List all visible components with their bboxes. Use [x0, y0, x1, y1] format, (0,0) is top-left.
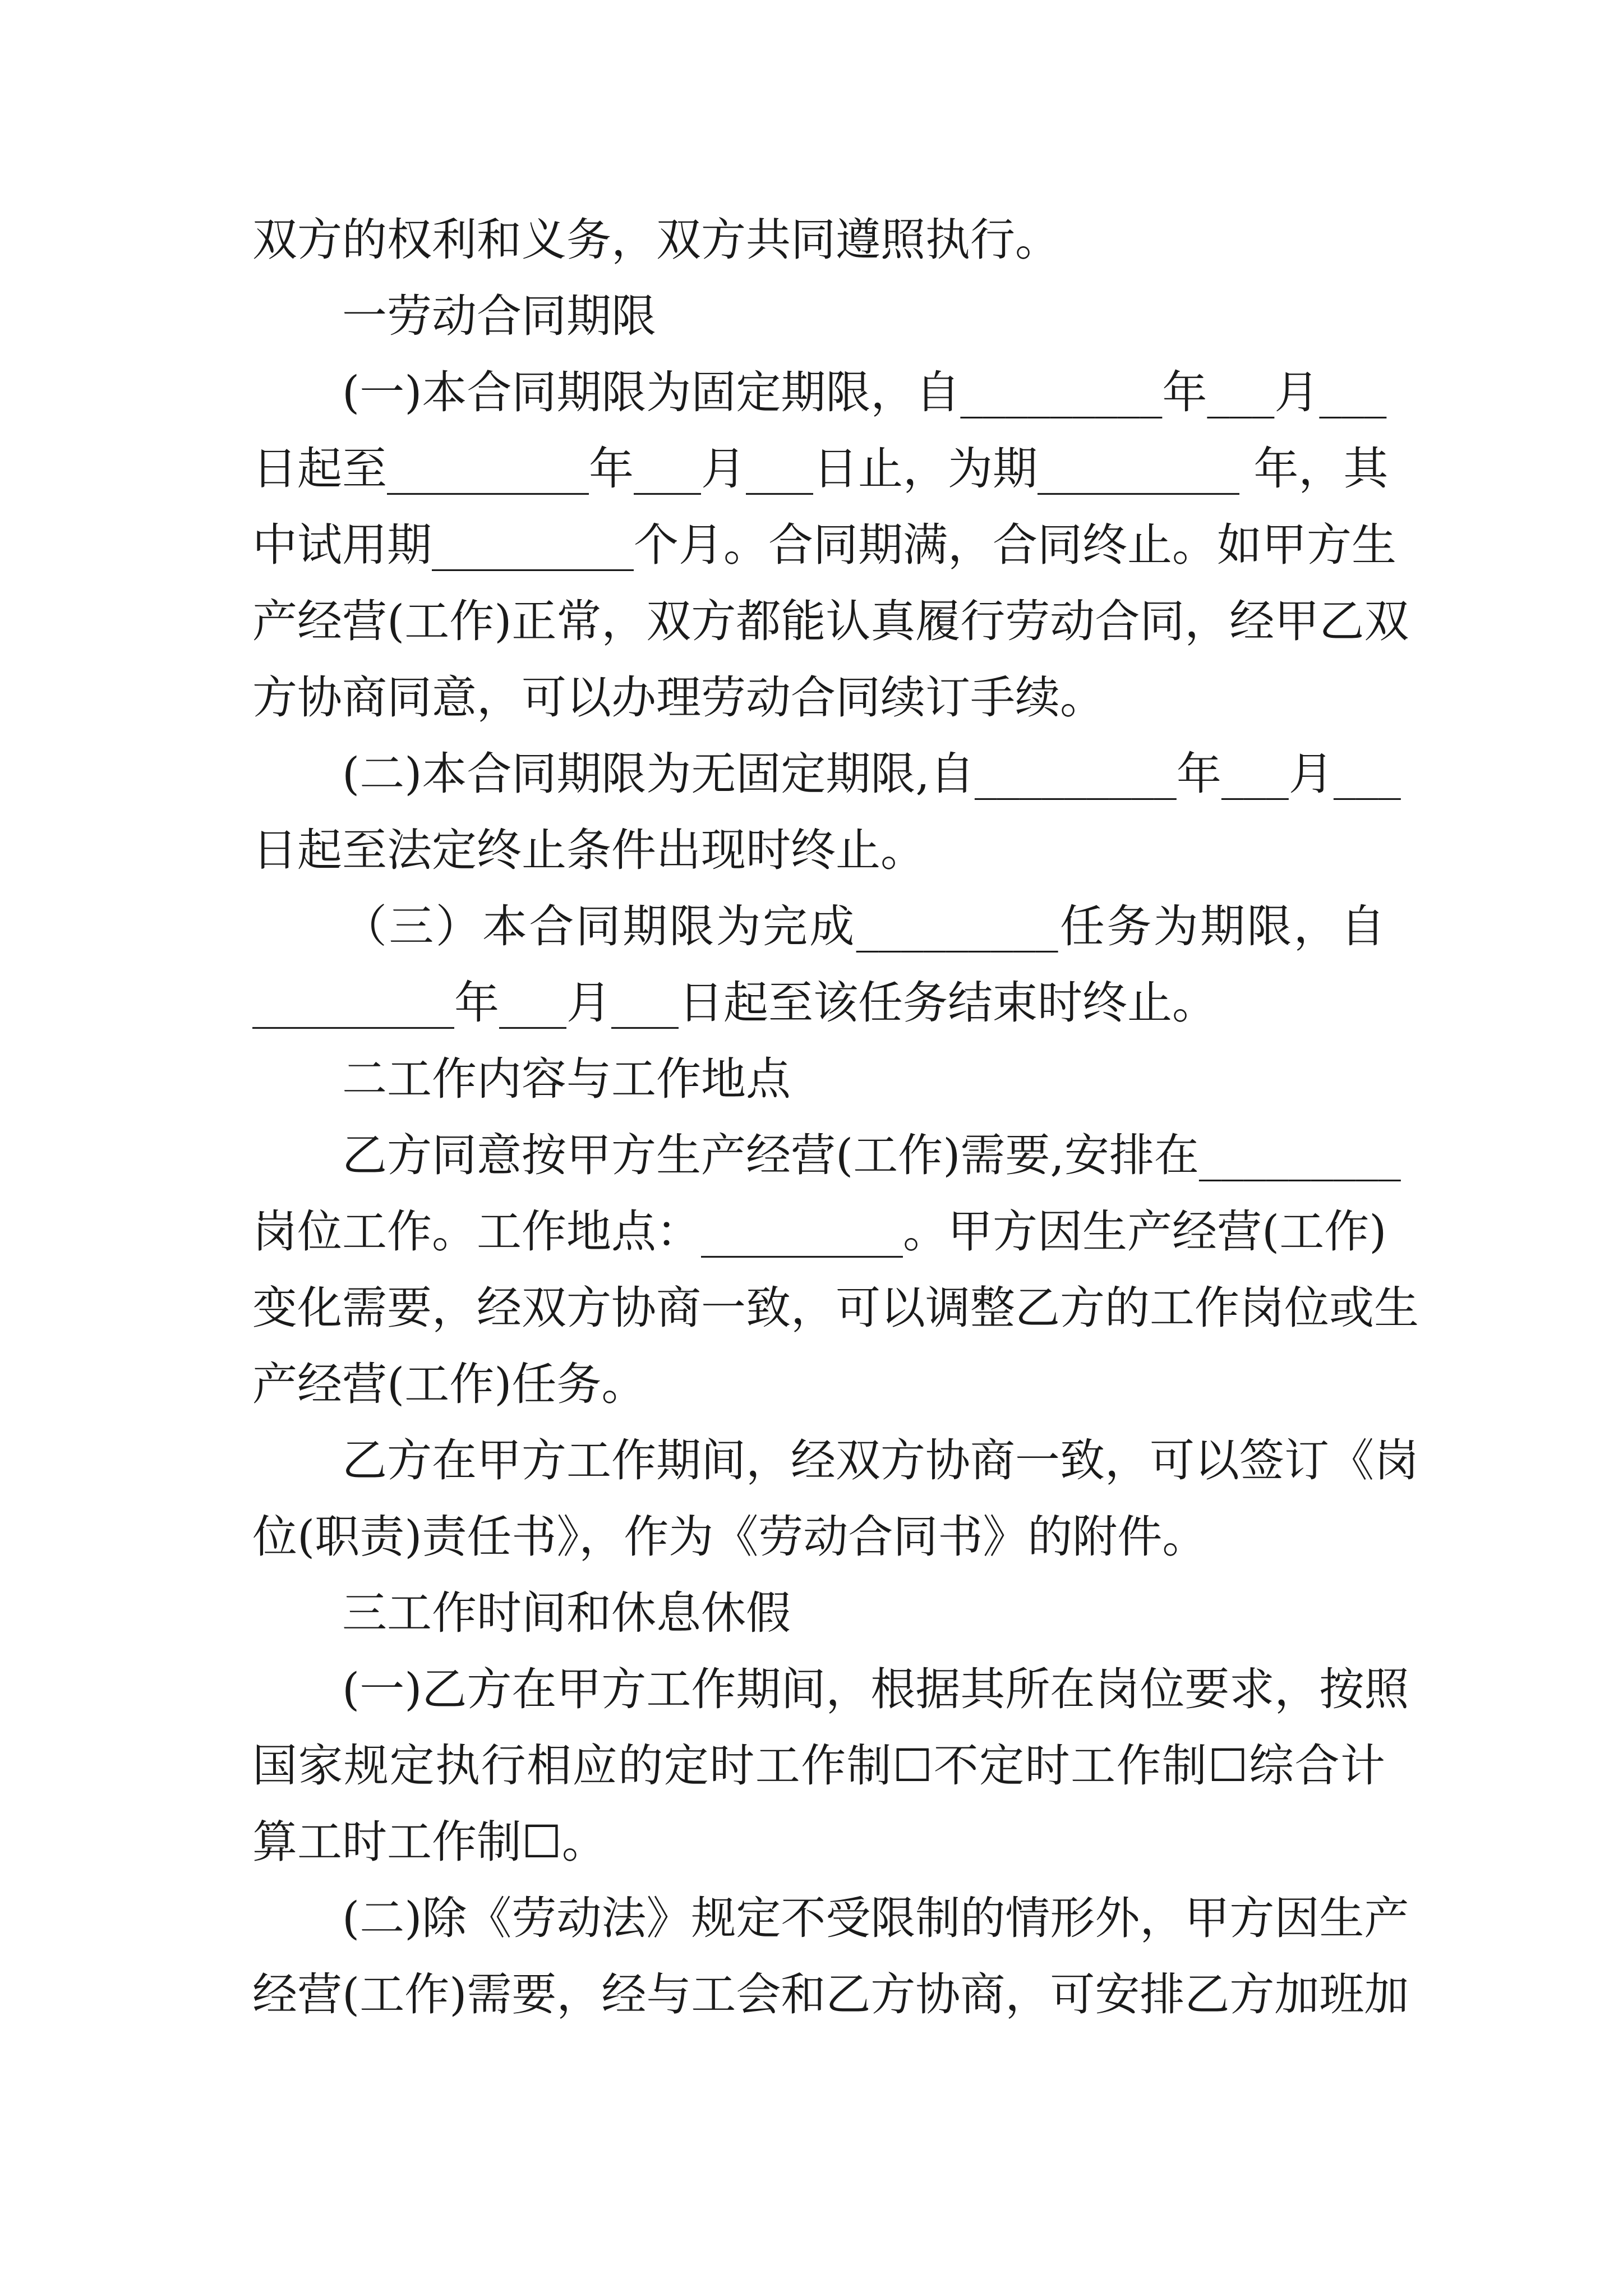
paragraph-line: 产经营(工作)任务。 [252, 1358, 647, 1410]
paragraph-line: 国家规定执行相应的定时工作制☐不定时工作制☐综合计 [252, 1740, 1385, 1792]
paragraph-line: 日起至法定终止条件出现时终止。 [252, 824, 925, 876]
paragraph-line: 位(职责)责任书》，作为《劳动合同书》的附件。 [252, 1511, 1207, 1563]
paragraph-line: (二)本合同期限为无固定期限,自_________年___月___ [342, 748, 1401, 800]
paragraph-line: 产经营(工作)正常，双方都能认真履行劳动合同，经甲乙双 [252, 595, 1409, 647]
paragraph-line: (一)本合同期限为固定期限，自_________年___月___ [342, 366, 1387, 418]
paragraph-line: 岗位工作。工作地点：_________。甲方因生产经营(工作) [252, 1205, 1387, 1258]
document-page [252, 202, 1419, 2033]
paragraph-line: （三）本合同期限为完成_________任务为期限，自 [342, 900, 1385, 953]
paragraph-line: 双方的权利和义务，双方共同遵照执行。 [252, 214, 1060, 266]
paragraph-line: 日起至_________年___月___日止，为期_________ 年，其 [252, 443, 1389, 495]
section-heading-hours: 三工作时间和休息休假 [342, 1587, 791, 1639]
paragraph-line: 算工时工作制☐。 [252, 1816, 607, 1868]
section-heading-work: 二工作内容与工作地点 [342, 1053, 791, 1105]
paragraph-line: 方协商同意，可以办理劳动合同续订手续。 [252, 671, 1105, 724]
paragraph-line: 变化需要，经双方协商一致，可以调整乙方的工作岗位或生 [252, 1282, 1419, 1334]
paragraph-line: 中试用期_________个月。合同期满，合同终止。如甲方生 [252, 519, 1396, 571]
paragraph-line: (一)乙方在甲方工作期间，根据其所在岗位要求，按照 [342, 1663, 1409, 1715]
section-heading-term: 一劳动合同期限 [342, 290, 656, 342]
paragraph-line: 乙方在甲方工作期间，经双方协商一致，可以签订《岗 [342, 1434, 1419, 1487]
paragraph-line: (二)除《劳动法》规定不受限制的情形外，甲方因生产 [342, 1892, 1409, 1944]
paragraph-line: 乙方同意按甲方生产经营(工作)需要,安排在_________ [342, 1129, 1401, 1181]
paragraph-line: _________年___月___日起至该任务结束时终止。 [252, 977, 1217, 1029]
paragraph-line: 经营(工作)需要，经与工会和乙方协商，可安排乙方加班加 [252, 1968, 1409, 2021]
